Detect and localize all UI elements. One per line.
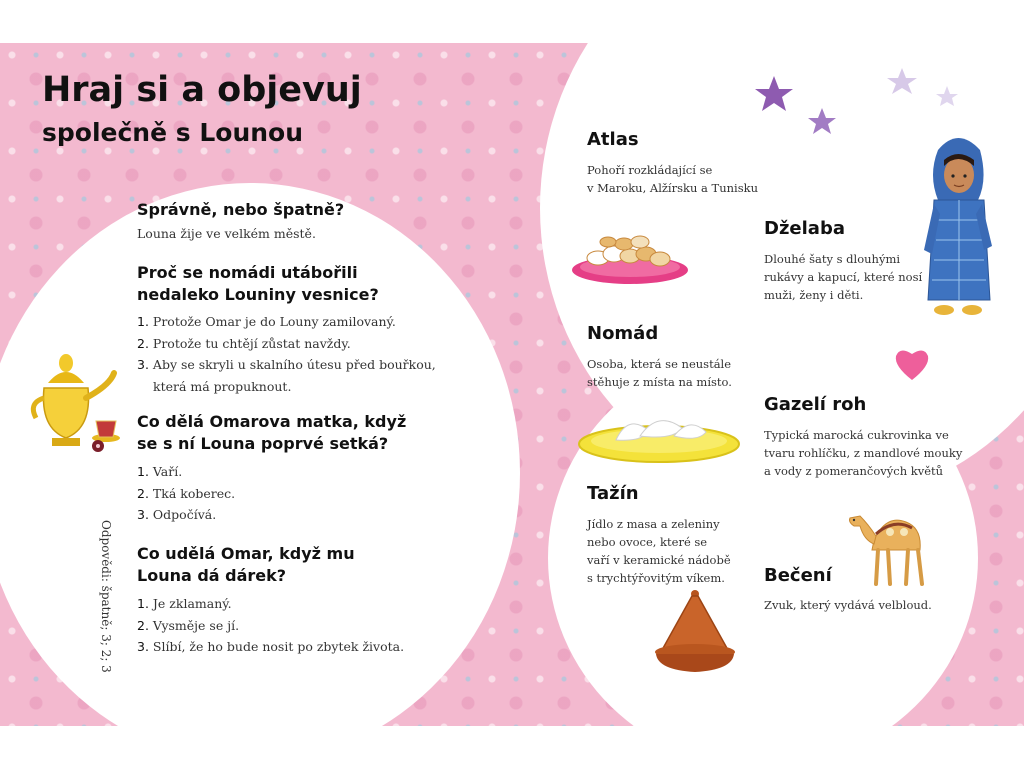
list-item: 2. Vysměje se jí. <box>137 617 240 633</box>
list-item: 3. Odpočívá. <box>137 507 217 522</box>
list-item: 2. Tká koberec. <box>137 485 236 501</box>
gazelle-horns-plate-illustration <box>578 410 740 464</box>
teapot-illustration <box>26 343 126 458</box>
list-item: 1. Je zklamaný. <box>137 596 232 611</box>
heart-decoration <box>892 346 932 382</box>
quiz-statement-1: Louna žije ve velkém městě. <box>137 226 316 241</box>
glossary-term-dzelaba: Dželaba <box>764 218 845 239</box>
quiz-question-4: Co udělá Omar, když mu Louna dá dárek? <box>137 544 355 585</box>
stars-decoration <box>752 66 964 142</box>
boy-in-djellaba-illustration <box>918 130 998 322</box>
glossary-term-gazeli-roh: Gazelí roh <box>764 394 867 415</box>
glossary-term-atlas: Atlas <box>587 129 639 150</box>
glossary-term-tazin: Tažín <box>587 483 639 504</box>
glossary-term-beceni: Bečení <box>764 565 832 586</box>
list-item: 3. Aby se skryli u skalního útesu před bouřkou, která má propuknout. <box>137 357 436 394</box>
glossary-definition-nomad: Osoba, která se neustále stěhuje z místa na místo. <box>587 357 732 389</box>
cookie-plate-illustration <box>570 228 690 286</box>
list-item: 1. Protože Omar je do Louny zamilovaný. <box>137 314 396 329</box>
quiz-options-3 <box>137 461 235 526</box>
glossary-definition-beceni: Zvuk, který vydává velbloud. <box>764 598 932 612</box>
list-item: 2. Protože tu chtějí zůstat navždy. <box>137 335 351 351</box>
page-title: Hraj si a objevuj <box>42 70 362 110</box>
camel-illustration <box>846 510 932 590</box>
glossary-definition-gazeli-roh: Typická marocká cukrovinka ve tvaru rohlíčku, z mandlové mouky a vody z pomerančových květů <box>764 428 963 478</box>
quiz-options-4 <box>137 593 404 658</box>
quiz-answers: Odpovědi: špatně; 3; 2; 3 <box>99 520 113 673</box>
quiz-question-2: Proč se nomádi utábořili nedaleko Louniny vesnice? <box>137 263 379 304</box>
list-item: 3. Slíbí, že ho bude nosit po zbytek života. <box>137 639 405 654</box>
quiz-question-3: Co dělá Omarova matka, když se s ní Louna poprvé setká? <box>137 412 407 453</box>
glossary-definition-atlas: Pohoří rozkládající se v Maroku, Alžírsku a Tunisku <box>587 163 758 195</box>
quiz-options-2 <box>137 311 436 397</box>
glossary-definition-tazin: Jídlo z masa a zeleniny nebo ovoce, které se vaří v keramické nádobě s trychtýřovitým víkem. <box>587 517 731 585</box>
list-item: 1. Vaří. <box>137 464 183 479</box>
page-subtitle: společně s Lounou <box>42 118 304 147</box>
glossary-definition-dzelaba: Dlouhé šaty s dlouhými rukávy a kapucí, které nosí muži, ženy i děti. <box>764 252 923 302</box>
glossary-term-nomad: Nomád <box>587 323 659 344</box>
tagine-pot-illustration <box>648 588 742 678</box>
quiz-question-1: Správně, nebo špatně? <box>137 200 345 219</box>
